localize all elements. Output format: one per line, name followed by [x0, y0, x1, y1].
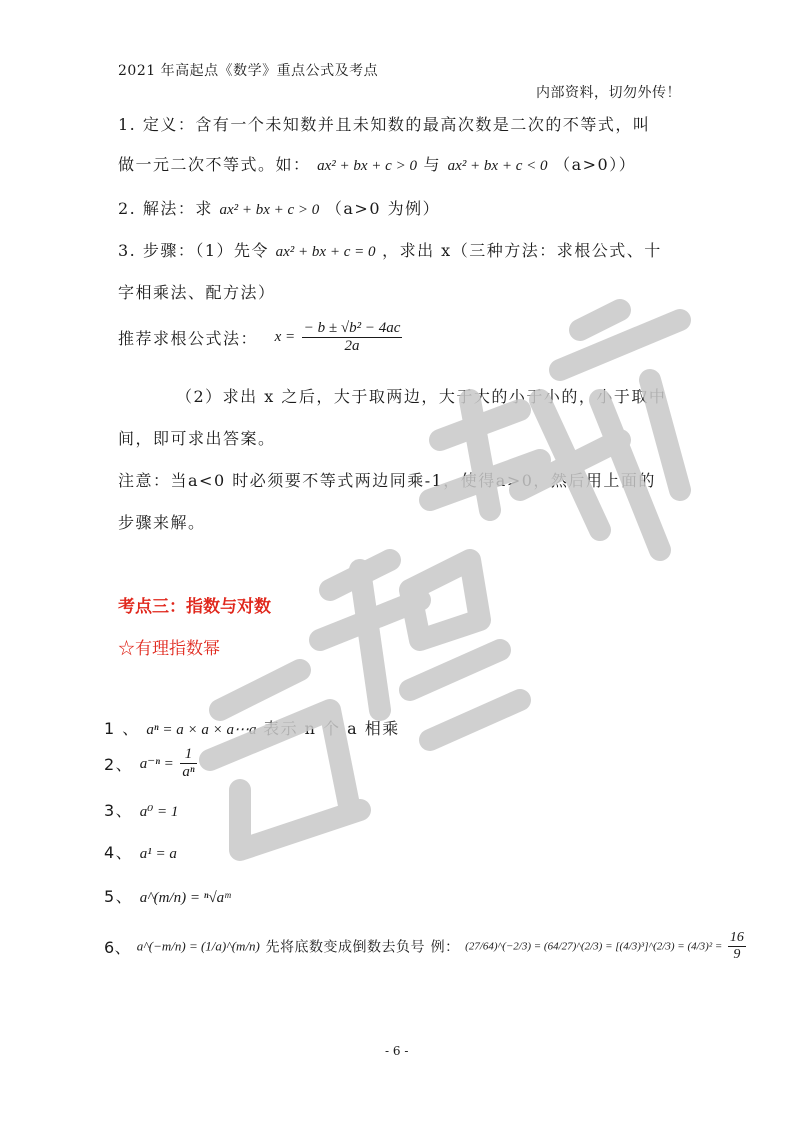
example-result-denominator: 9: [733, 947, 741, 962]
header-notice: 内部资料，切勿外传！: [536, 85, 681, 101]
formula-denominator: 2a: [344, 338, 360, 354]
formula-numerator: − b ± √b² − 4ac: [303, 320, 401, 336]
item-number: 6、: [104, 938, 132, 957]
list-item: [104, 884, 230, 907]
method-line: [118, 196, 440, 219]
fraction-numerator: 1: [180, 746, 196, 764]
item-expr: a^(−m/n) = (1/a)^(m/n): [136, 938, 260, 954]
steps-text-b: ，求出 x（三种方法：求根公式、十: [382, 241, 662, 260]
method-condition: （a>0 为例）: [325, 199, 441, 218]
definition-condition: （a>0））: [554, 155, 637, 174]
note-line-2: 步骤来解。: [118, 513, 206, 532]
steps-text-a: 3. 步骤：（1）先令: [118, 241, 270, 260]
steps-line-2: 字相乘法、配方法）: [118, 283, 276, 302]
definition-expr-2: ax² + bx + c < 0: [447, 158, 548, 174]
example-label: 例：: [430, 939, 460, 956]
example-result-numerator: 16: [729, 930, 744, 945]
fraction-denominator: aⁿ: [182, 764, 195, 780]
step2-line-1: （2）求出 x 之后，大于取两边，大于大的小于小的，小于取中: [176, 387, 667, 406]
list-item: [104, 840, 177, 863]
item-expr: a⁰ = 1: [139, 804, 179, 820]
step2-line-2: 间，即可求出答案。: [118, 429, 276, 448]
definition-line-1: 1. 定义：含有一个未知数并且未知数的最高次数是二次的不等式，叫: [118, 115, 651, 134]
watermark: [180, 290, 700, 870]
example-result-fraction: [728, 930, 746, 963]
item-expr: a¹ = a: [139, 846, 177, 862]
steps-line-1: [118, 238, 662, 261]
method-expr: ax² + bx + c > 0: [219, 202, 320, 218]
item-expr: aⁿ = a × a × a⋯a: [146, 722, 257, 738]
definition-expr-1: ax² + bx + c > 0: [317, 158, 417, 174]
header-title: 2021 年高起点《数学》重点公式及考点: [118, 63, 379, 79]
page-number: - 6 -: [385, 1044, 409, 1058]
section-heading: 考点三：指数与对数: [118, 597, 271, 617]
list-item: [104, 930, 746, 963]
definition-line-2: [118, 152, 636, 175]
note-line-1: 注意：当a<0 时必须要不等式两边同乘-1，使得a>0，然后用上面的: [118, 471, 656, 490]
item-number: 3、: [104, 801, 134, 820]
item-number: 1 、: [104, 719, 140, 738]
list-item: [104, 798, 178, 821]
item-text: 表示 n 个 a 相乘: [263, 719, 400, 738]
item-number: 5、: [104, 887, 134, 906]
section-subheading: ☆有理指数幂: [118, 639, 220, 659]
method-text: 2. 解法：求: [118, 199, 213, 218]
item-expr: a⁻ⁿ =: [139, 756, 174, 772]
formula-label: 推荐求根公式法：: [118, 329, 259, 348]
steps-expr: ax² + bx + c = 0: [275, 244, 376, 260]
definition-connector: 与: [423, 155, 442, 174]
formula-lhs: x =: [274, 329, 296, 345]
item-number: 4、: [104, 843, 134, 862]
definition-text: 做一元二次不等式。如：: [118, 155, 311, 174]
item-expr: a^(m/n) = ⁿ√aᵐ: [139, 890, 231, 906]
item-text: 先将底数变成倒数去负号: [265, 939, 425, 956]
example-expr: (27/64)^(−2/3) = (64/27)^(2/3) = [(4/3)³]^(2/3) = (4/3)² =: [465, 940, 723, 953]
item-number: 2、: [104, 755, 134, 774]
